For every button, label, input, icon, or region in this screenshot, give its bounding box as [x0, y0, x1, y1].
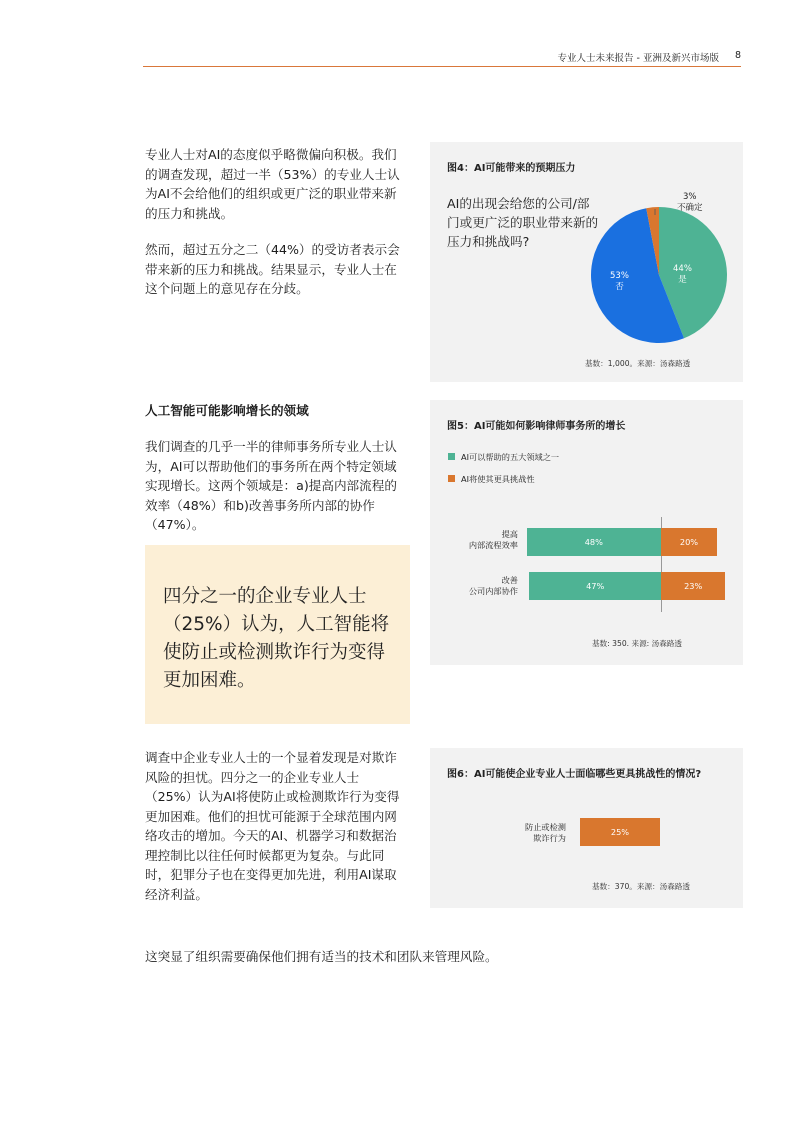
page-header [143, 50, 741, 67]
category-collaboration-line2: 公司内部协作 [468, 586, 518, 596]
category-fraud-line1: 防止或检测 [525, 822, 566, 832]
bar-value-collaboration-growth: 47% [586, 581, 605, 591]
intro-paragraph: 专业人士对AI的态度似乎略微偏向积极。我们的调查发现，超过一半（53%）的专业人士认为AI不会给他们的组织或更广泛的职业带来新的压力和挑战。 [145, 147, 400, 221]
page-number: 8 [734, 50, 741, 61]
legend-label-challenge: AI将使其更具挑战性 [461, 474, 535, 484]
section-heading: 人工智能可能影响增长的领域 [145, 403, 309, 418]
bar-value-efficiency-growth: 48% [584, 537, 603, 547]
figure-4-question: AI的出现会给您的公司/部门或更广泛的职业带来新的压力和挑战吗? [447, 196, 599, 249]
fraud-paragraph: 调查中企业专业人士的一个显着发现是对欺诈风险的担忧。四分之一的企业专业人士（25%）认为AI将使防止或检测欺诈行为变得更加困难。他们的担忧可能源于全球范围内网络攻击的增加。今天的AI、机器学习和数据治理控制比以往任何时候都更为复杂。与此同时，犯罪分子也在变得更加先进，利用AI谋取经济利益。 [145, 750, 400, 902]
pie-category-yes: 是 [678, 275, 687, 285]
pull-quote-text: 四分之一的企业专业人士（25%）认为，人工智能将使防止或检测欺诈行为变得更加困难。 [163, 586, 390, 691]
figure-5-source: 基数: 350. 来源: 汤森路透 [592, 639, 683, 648]
legend-swatch-growth [448, 453, 455, 460]
category-fraud-line2: 欺诈行为 [533, 833, 566, 843]
figure-6-title: 图6：AI可能使企业专业人士面临哪些更具挑战性的情况? [447, 769, 702, 780]
figure-6-source: 基数：370。来源：汤森路透 [592, 882, 691, 891]
figure-4-title: 图4：AI可能带来的预期压力 [447, 163, 576, 174]
second-paragraph: 然而，超过五分之二（44%）的受访者表示会带来新的压力和挑战。结果显示，专业人士在这个问题上的意见存在分歧。 [145, 242, 400, 296]
pie-category-unsure: 不确定 [677, 203, 703, 213]
category-label-collaboration [440, 575, 518, 597]
figure-5-title: 图5：AI可能如何影响律师事务所的增长 [447, 421, 626, 432]
category-efficiency-line2: 内部流程效率 [468, 540, 518, 550]
category-label-fraud [490, 822, 566, 844]
pie-value-unsure: 3% [683, 192, 697, 202]
bar-value-efficiency-challenge: 20% [679, 537, 699, 547]
bar-value-fraud: 25% [610, 827, 630, 837]
pie-chart [430, 142, 743, 382]
pie-label-unsure [677, 192, 703, 214]
figure-6 [430, 748, 743, 908]
pie-label-no [610, 271, 629, 293]
growth-paragraph: 我们调查的几乎一半的律师事务所专业人士认为，AI可以帮助他们的事务所在两个特定领域实现增长。这两个领域是：a)提高内部流程的效率（48%）和b)改善事务所内部的协作（47%）。 [145, 439, 397, 532]
category-efficiency-line1: 提高 [501, 529, 518, 539]
figure-4 [430, 142, 743, 382]
pull-quote [145, 545, 410, 724]
pie-category-no: 否 [615, 282, 624, 292]
pie-value-yes: 44% [673, 264, 692, 274]
category-label-efficiency [440, 529, 518, 551]
legend-label-growth: AI可以帮助的五大领域之一 [461, 452, 560, 462]
pie-label-yes [673, 264, 692, 286]
figure-5 [430, 400, 743, 665]
figure-4-source: 基数：1,000。来源：汤森路透 [585, 359, 691, 368]
legend-swatch-challenge [448, 475, 455, 482]
report-title: 专业人士未来报告 - 亚洲及新兴市场版 [557, 53, 719, 64]
bar-value-collaboration-challenge: 23% [684, 581, 703, 591]
closing-paragraph: 这突显了组织需要确保他们拥有适当的技术和团队来管理风险。 [145, 949, 498, 964]
pie-value-no: 53% [610, 271, 629, 281]
category-collaboration-line1: 改善 [501, 575, 518, 585]
